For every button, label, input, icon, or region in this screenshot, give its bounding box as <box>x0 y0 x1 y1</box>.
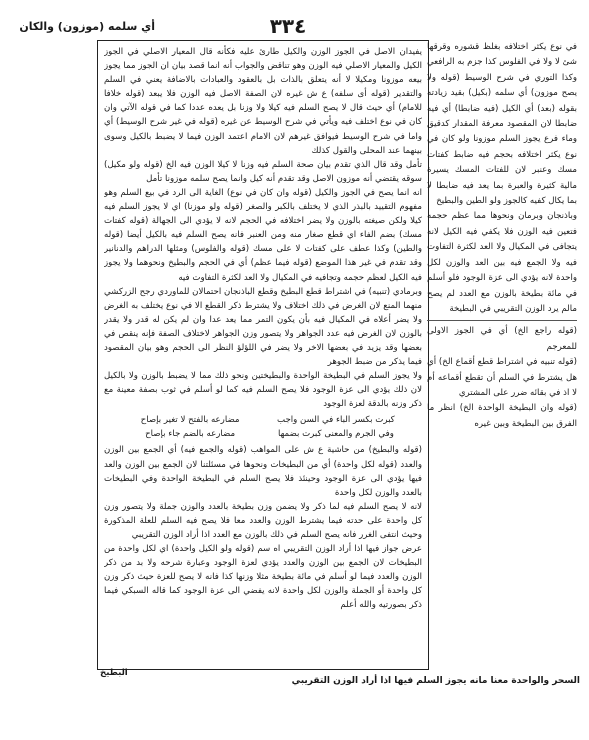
page-number: ٣٣٤ <box>269 14 307 38</box>
main-paragraph: تأمل وقد قال الذي تقدم بيان صحة السلم فيه وزنا لا كيلا الوزن فيه الخ (قوله ولو مكيل) سوقه يقتضي أنه موزون الاصل وقد تقدم أنه كيل وانما يصح سلمه موزونا تأمل <box>104 159 422 184</box>
running-title: أي سلمه (موزون) والكان <box>19 20 155 33</box>
catchword: البطيخ <box>100 668 128 678</box>
main-paragraph: انه انما يصح في الجوز والكيل (قوله وان كان في نوع) الغاية الى الرد في بيع السلم وهو مفهوم التقييد بالبذر الذي لا يختلف بالكبر والصغر (قوله ولو موزنا) اي لا يجوز السلم فيه كيلا ولكن صيغته بالوزن ولا يضر اختلافه في الحجم لانه لا يؤدي الى الجهالة (قوله كفتات مسك) بضم الفاء اي قطع صغار منه ومن العنبر فانه يصح السلم فيه بالكيل أيضا (قوله والطين) وكذا عطف على كفتات لا على مسك (قوله والفلوس) ومثلها الدراهم والدنانير وقد تقدم في غير هذا الموضع (قوله فيما عظم) أي في الحجم والبطيخ ونحوهما ولا يجوز فيه الكيل لعظم حجمه وتجافيه في المكيال ولا العد لكثرة التفاوت فيه <box>104 187 422 283</box>
margin-note: (قوله وان البطيخة الواحدة الخ) انظر ما الفرق بين البطيخة وبين غيره <box>427 403 577 429</box>
main-paragraph: ولا يجوز السلم في البطيخة الواحدة والبطيختين ونحو ذلك مما لا يضبط بالوزن ولا بالكيل لان ذلك يؤدي الى عزة الوجود فلا يصح السلم فيه كما لو أسلم في ثوب بصفة معينة مع ذكر وزنه بالدقة لعزة الوجود <box>104 371 422 410</box>
main-paragraph: عرض جواز فيها اذا أراد الوزن التقريبي اه سم (قوله ولو الكيل واحدة) اي لكل واحدة من البطيخات لان الجمع بين الوزن والعدد يؤدي لعزة الوجود وعبارة شرحه ولا بد من ذكر الوزن والعدد فيما لو أسلم في مائة بطيخة مثلا وزنها كذا فانه لا يصح للعزة حيث ذكر وزن كل واحدة أو الجملة والوزن لكل واحدة لانه يفضي الى عزة الوجود كما قاله السبكي فيما ذكر بصورتيه والله أعلم <box>104 544 422 611</box>
main-paragraph: (قوله والبطيخ) من حاشية ع ش على المواهب (قوله والجمع فيه) أي الجمع بين الوزن والعدد (قوله لكل واحدة) أي من البطيخات ونحوها في مسئلتنا لان الجمع بين الوزن والعد فيها يؤدي الى عزة الوجود وحينئذ فلا يصح السلم في البطيخة الواحدة وفي البطيخات بالعدد والوزن لكل واحدة <box>104 445 422 498</box>
main-paragraph: يفيدان الاصل في الجوز الوزن والكيل طارئ عليه فكأنه قال المعيار الاصلي في الجوز الكيل والمعيار الاصلي فيه الوزن وهو تناقض والجواب أنه انما قصد بيان ان الجوز مما يجوز بيعه موزونا ومكيلا لا أنه يتعلق بالذات بل بالعقود والعبادات بالاضافة يعني في السلم والتقدير (قوله أى سلفه) ع ش غيره لان الصفة الاصل فيه الوزن فلا يبعد (قوله خلافا للامام) أي حيث قال لا يصح السلم فيه كيلا ولا وزنا بل يعده عددا كما في قوله الآتي وان كان في نوع اختلف فيه ويأتي في شرح الوسيط عن غيره (قوله في غير شرح الوسيط) أي واما في شرح الوسيط فيوافق غيرهم لان الامام اعتمد الوزن فيما لا يضبط بالكيل وسوى بينهما عند المحلى والقول كذلك <box>104 47 422 156</box>
footer-line: السحر والواحدة معنا مانه يجوز السلم فيها اذا أراد الوزن التقريبي <box>291 676 580 686</box>
margin-note: (قوله راجع الخ) أي في الجوز الاولى للمعرجم <box>427 326 577 352</box>
margin-paragraph: وباذنجان وبرمان ونحوها مما عظم حجمه فتعين فيه الوزن فلا يكفي فيه الكيل لانه يتجافى في المكيال ولا العد لكثرة التفاوت فيه ولا الجمع فيه بين العد والوزن لكل واحدة لانه يؤدي الى عزة الوجود فلو أسلم في مائة بطيخة بالوزن مع العدد لم يصح مالم يرد الوزن التقريبي في البطيخة <box>427 211 577 314</box>
poem-hemistich: مضارعه بالفتح لا تغير بإصاح <box>140 415 240 426</box>
poem-hemistich: مضارعه بالضم جاء بإصاح <box>145 429 236 440</box>
margin-divider <box>427 320 577 321</box>
margin-paragraph: في نوع يكثر اختلافه بغلظ قشوره وقرقها شئ لا ولا في الفلوس كذا جزم به الرافعي وكذا التوري في شرح الوسيط (قوله ولا يصح موزون) أي سلمه (بكيل) بقيد زيادته بقوله (بعد) أي الكيل (فيه ضابطا) أي فيه ضابطا لان المقصود معرفة المقدار كدقيق وماء فرع يجوز السلم موزونا ولو كان في نوع يكثر اختلافه بحجم فيه ضابط كفتات مسك وعنبر لان للفتات المسك يسيرة مالية كثيرة والعبرة بما يعد فيه ضابطا لا بما يكال كفيه كالجوز ولو الطين والبطيخ <box>427 42 577 207</box>
poem-hemistich: كبرت بكسر الباء في السن واجب <box>277 415 395 426</box>
poem-hemistich: وفي الجرم والمعنى كبرت بضمها <box>277 429 394 440</box>
margin-note: (قوله تنبيه في اشتراط قطع أقماع الخ) أي هل يشترط في السلم أن تقطع أقماعه أم لا اذ في بقائه ضرر على المشتري <box>427 357 577 398</box>
main-paragraph: لانه لا يصح السلم فيه لما ذكر ولا يضمن وزن بطيخة بالعدد والوزن جملة ولا يتصور وزن كل واحدة على حدته فيما يشترط الوزن والعدد معا فلا يصح فيه السلم للعلة المذكورة وحيث انتفى الغرر فانه يصح السلم في ذلك بالوزن مع العدد اذا أراد الوزن التقريبي <box>104 501 422 540</box>
main-text-body <box>104 45 422 657</box>
poem-verses <box>104 413 422 441</box>
main-paragraph: وبرمادي (تنبيه) في اشتراط قطع البطيخ وقطع الباذنجان احتمالان للماوردي رجح الزركشي منهما المنع لان الغرض في ذلك اختلاف ولا يشترط ذكر القطع الا في نوع يختلف به الغرض ولا يضر أعلاه في المكيال فيه بأن يكون التمر مما يعد عدا وان لم يكن له قدر ولا يقدر بالوزن لان الغرض فيه عدد الجواهر ولا يتصور وزن الجواهر لاختلاف الصفة فإنه ينقص في بعضها وقد يزيد في بعضها الاخر ولا يضر في اللؤلؤ النظر الى الحجم وهو بيان المقصود فيما يذكر من ضبط الجوهر <box>104 286 422 368</box>
margin-commentary <box>427 40 577 672</box>
main-text-frame <box>97 40 429 670</box>
